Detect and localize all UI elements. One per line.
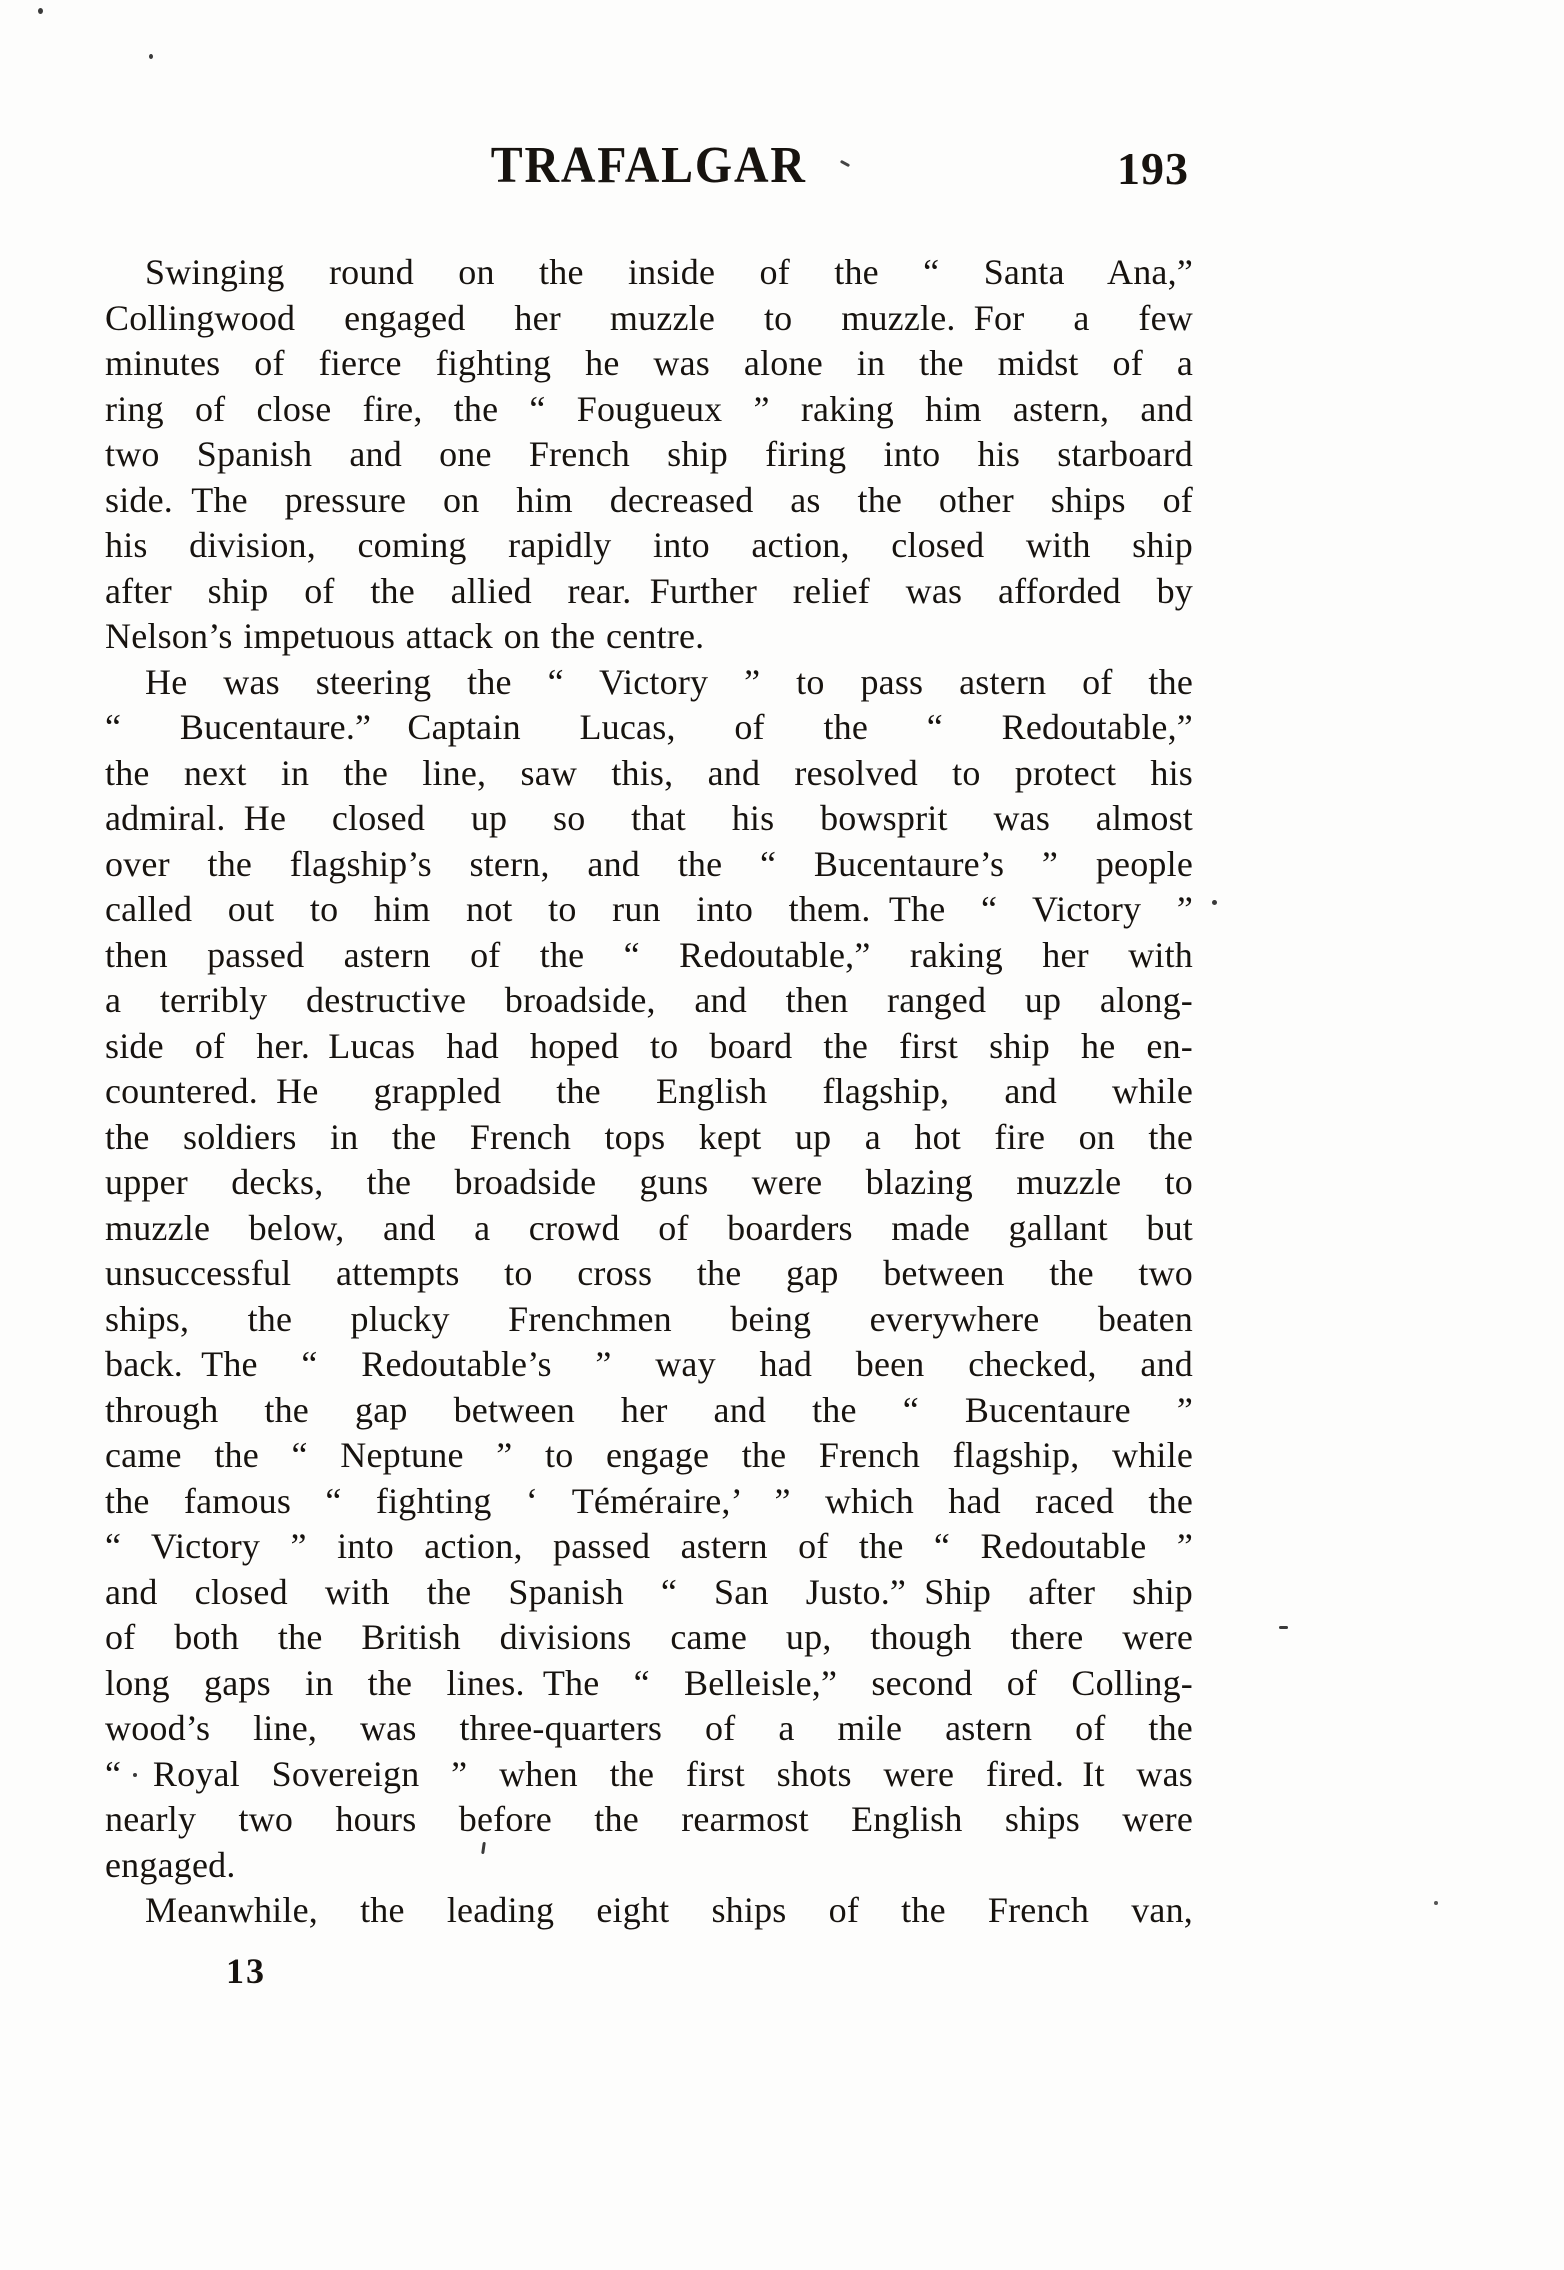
paragraph [105,1888,1193,1934]
text-line: the soldiers in the French tops kept up a hot fire on the [105,1116,1193,1157]
text-line: “ Bucentaure.” Captain Lucas, of the “ Redoutable,” [105,707,1193,747]
signature-mark: 13 [226,1951,266,1991]
text-line: back. The “ Redoutable’s ” way had been checked, and [105,1344,1193,1384]
text-line: the famous “ fighting ‘ Téméraire,’ ” which had raced the [105,1480,1193,1521]
text-line: long gaps in the lines. The “ Belleisle,” second of Colling- [105,1662,1193,1703]
scan-artifact-speck [38,8,43,14]
text-line: admiral. He closed up so that his bowsprit was almost [105,798,1193,838]
scan-artifact-dash [1279,1626,1288,1629]
text-line: called out to him not to run into them. The “ Victory ” [105,889,1193,929]
text-line: and closed with the Spanish “ San Justo.” Ship after ship [105,1571,1193,1612]
paragraph [105,250,1193,660]
text-line: “ Royal Sovereign ” when the first shots were fired. It was [105,1753,1193,1794]
text-line: came the “ Neptune ” to engage the French flagship, while [105,1435,1193,1475]
text-line: muzzle below, and a crowd of boarders made gallant but [105,1207,1193,1248]
text-line: Collingwood engaged her muzzle to muzzle. For a few [105,297,1193,338]
text-line: a terribly destructive broadside, and then ranged up along- [105,980,1193,1020]
text-line: He was steering the “ Victory ” to pass astern of the [145,661,1193,702]
paragraph [105,660,1193,1889]
text-line: “ Victory ” into action, passed astern of the “ Redoutable ” [105,1526,1193,1566]
text-line: Nelson’s impetuous attack on the centre. [105,616,705,656]
text-line: two Spanish and one French ship firing into his starboard [105,434,1193,474]
text-line: through the gap between her and the “ Bucentaure ” [105,1389,1193,1430]
text-column [105,137,1193,1934]
text-line: Swinging round on the inside of the “ Santa Ana,” [145,252,1193,292]
page-header [105,137,1193,194]
text-line: of both the British divisions came up, though there were [105,1617,1193,1657]
text-line: side. The pressure on him decreased as the other ships of [105,479,1193,520]
text-line: countered. He grappled the English flagship, and while [105,1071,1193,1111]
scan-artifact-dot [1212,900,1217,905]
text-line: over the flagship’s stern, and the “ Bucentaure’s ” people [105,843,1193,884]
page-number: 193 [1117,143,1189,194]
text-line: minutes of fierce fighting he was alone in the midst of a [105,343,1193,383]
scan-artifact-dot [1434,1901,1438,1905]
text-line: side of her. Lucas had hoped to board the first ship he en- [105,1025,1193,1066]
page-title: TRAFALGAR [490,137,807,194]
text-line: his division, coming rapidly into action, closed with ship [105,525,1193,565]
text-line: wood’s line, was three-quarters of a mile astern of the [105,1708,1193,1748]
text-line: ships, the plucky Frenchmen being everywhere beaten [105,1298,1193,1339]
text-line: upper decks, the broadside guns were blazing muzzle to [105,1162,1193,1202]
text-line: Meanwhile, the leading eight ships of the French van, [145,1890,1193,1930]
text-line: the next in the line, saw this, and resolved to protect his [105,752,1193,793]
text-line: unsuccessful attempts to cross the gap between the two [105,1253,1193,1293]
body-text [105,250,1193,1934]
text-line: engaged. [105,1844,236,1885]
text-line: then passed astern of the “ Redoutable,” raking her with [105,934,1193,975]
scan-artifact-speck [149,54,153,59]
text-line: ring of close fire, the “ Fougueux ” raking him astern, and [105,388,1193,429]
text-line: nearly two hours before the rearmost English ships were [105,1799,1193,1839]
text-line: after ship of the allied rear. Further relief was afforded by [105,570,1193,611]
